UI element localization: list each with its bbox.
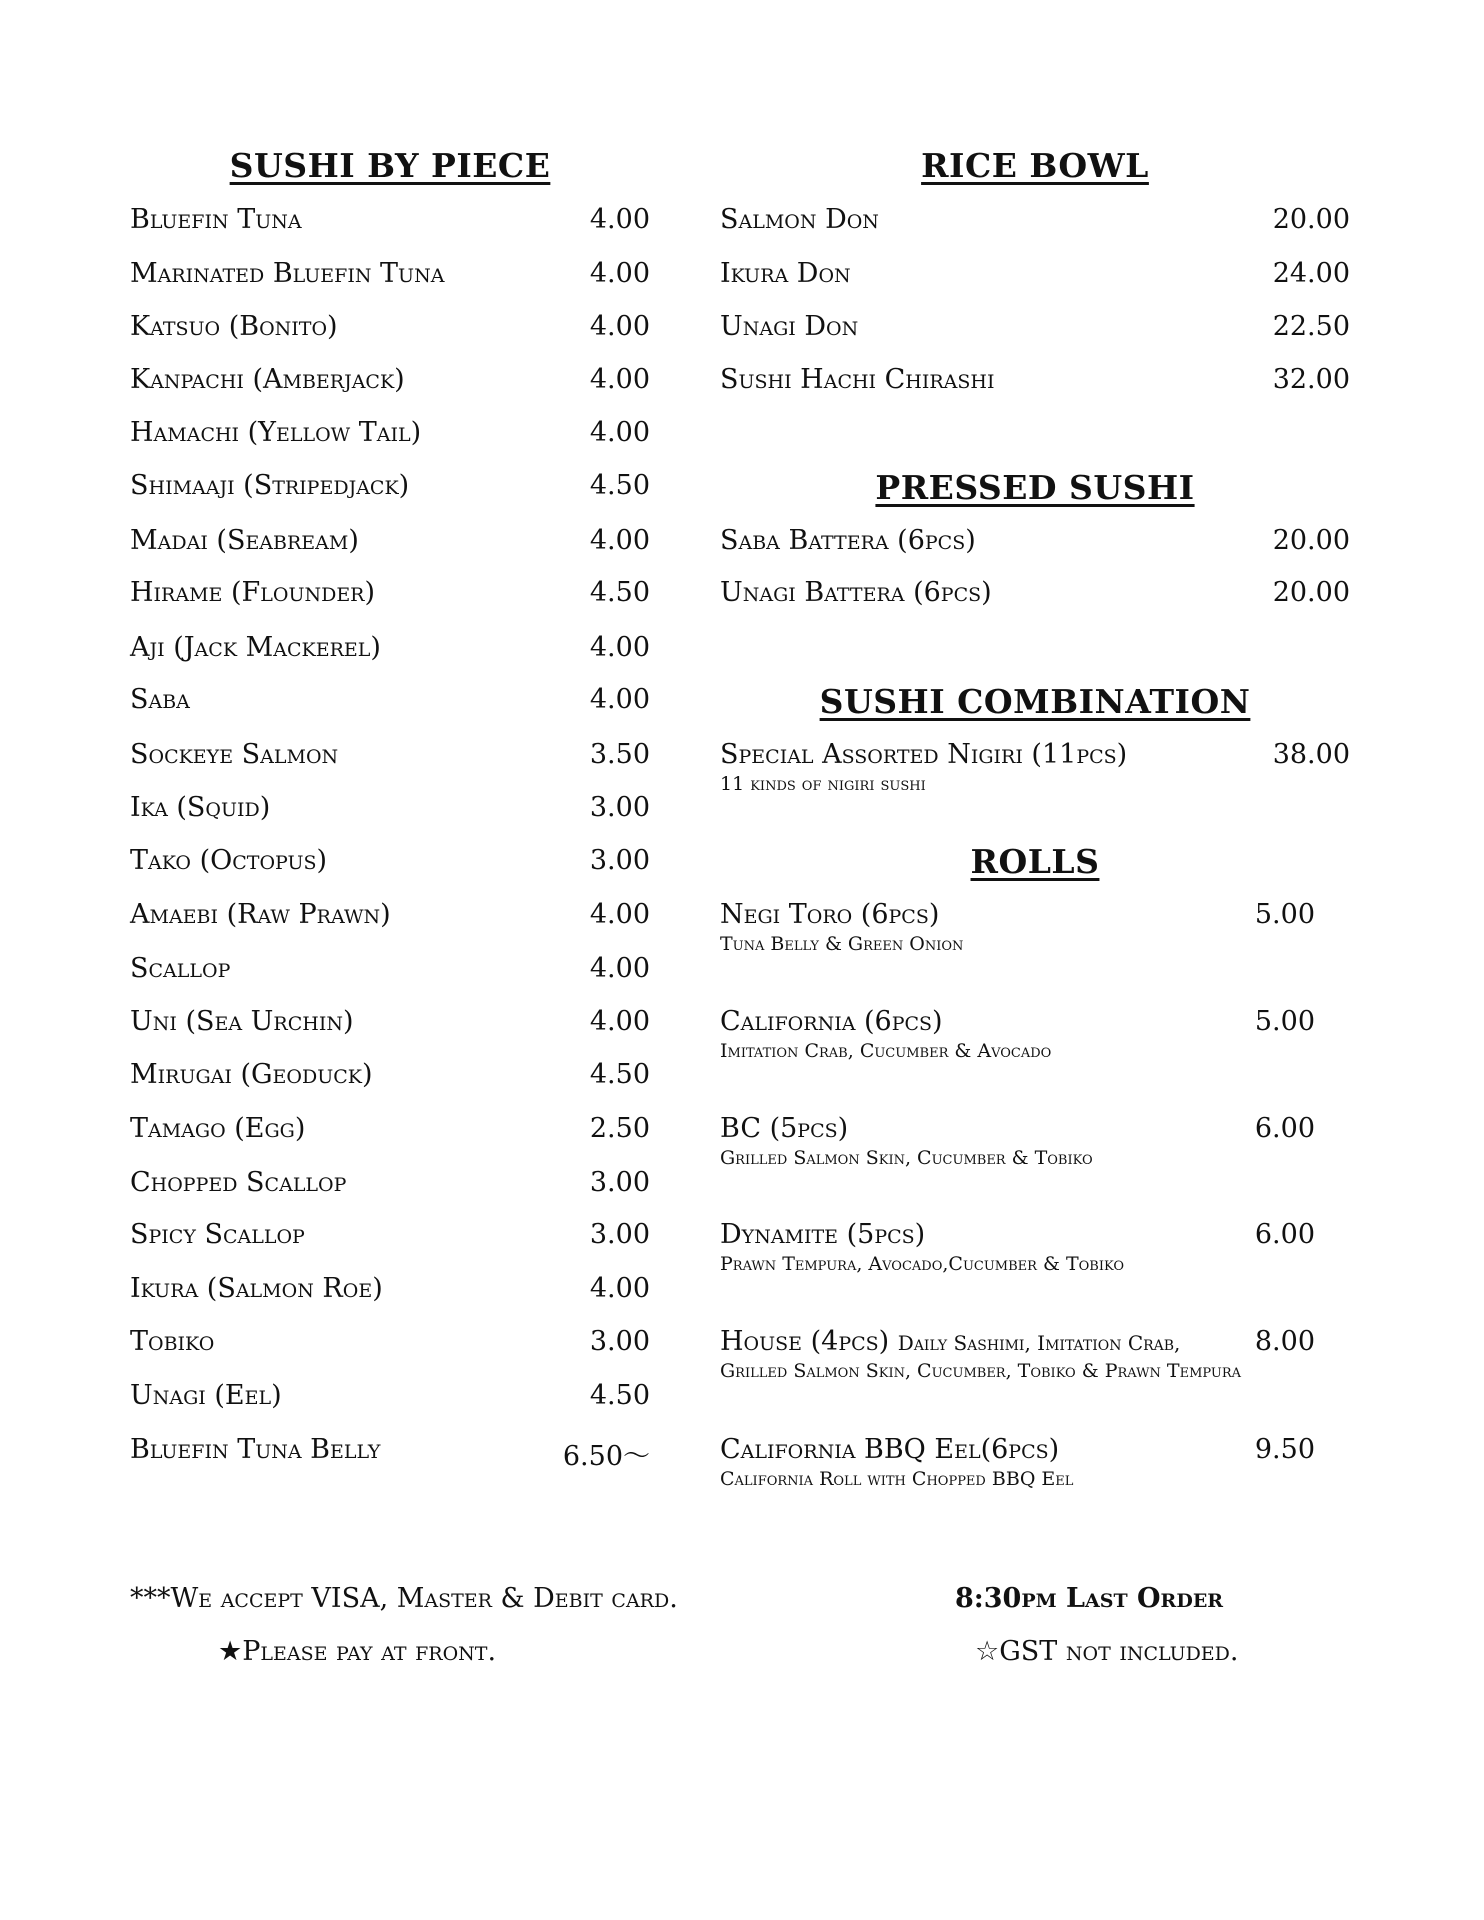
item-name: Spicy Scallop xyxy=(130,1219,305,1250)
item-inline-description: Daily Sashimi, Imitation Crab, xyxy=(897,1331,1181,1355)
menu-item xyxy=(720,311,1350,349)
menu-item xyxy=(130,739,650,777)
menu-item xyxy=(720,1434,1350,1490)
item-price: 4.00 xyxy=(589,899,650,930)
item-description: Prawn Tempura, Avocado,Cucumber & Tobiko xyxy=(720,1253,1124,1275)
item-price: 4.00 xyxy=(589,525,650,556)
item-description: Grilled Salmon Skin, Cucumber, Tobiko & Prawn Tempura xyxy=(720,1360,1242,1382)
item-name: Dynamite (5pcs) xyxy=(720,1219,926,1250)
rolls-heading: ROLLS xyxy=(970,842,1100,881)
menu-item xyxy=(130,1434,650,1472)
menu-item xyxy=(130,1219,650,1257)
menu-item xyxy=(130,792,650,830)
item-name: Unagi Battera (6pcs) xyxy=(720,577,992,608)
menu-item xyxy=(130,364,650,402)
item-price: 3.50 xyxy=(589,739,650,770)
item-name: Tako (Octopus) xyxy=(130,845,328,876)
menu-item xyxy=(720,364,1350,402)
menu-item xyxy=(130,684,650,722)
item-name: Unagi (Eel) xyxy=(130,1380,282,1411)
item-name: Kanpachi (Amberjack) xyxy=(130,364,405,395)
item-price: 4.50 xyxy=(589,577,650,608)
item-price: 20.00 xyxy=(1272,577,1350,608)
item-price: 6.00 xyxy=(1254,1113,1315,1144)
item-description: Grilled Salmon Skin, Cucumber & Tobiko xyxy=(720,1147,1093,1169)
item-price: 4.00 xyxy=(589,684,650,715)
menu-item xyxy=(720,258,1350,296)
item-price: 8.00 xyxy=(1254,1326,1315,1357)
item-name: Hamachi (Yellow Tail) xyxy=(130,417,422,448)
item-name: Aji (Jack Mackerel) xyxy=(130,632,381,663)
item-name: Ikura (Salmon Roe) xyxy=(130,1273,383,1304)
item-name: Tamago (Egg) xyxy=(130,1113,306,1144)
pressed-sushi-heading: PRESSED SUSHI xyxy=(875,468,1195,507)
menu-item xyxy=(720,1219,1350,1275)
menu-item xyxy=(130,258,650,296)
item-description: 11 kinds of nigiri sushi xyxy=(720,773,926,795)
item-name: Uni (Sea Urchin) xyxy=(130,1006,354,1037)
menu-item xyxy=(130,525,650,563)
item-price: 4.00 xyxy=(589,1273,650,1304)
item-price: 4.00 xyxy=(589,1006,650,1037)
menu-item xyxy=(720,1113,1350,1169)
item-name: Sockeye Salmon xyxy=(130,739,339,770)
item-price: 24.00 xyxy=(1272,258,1350,289)
item-price: 4.00 xyxy=(589,364,650,395)
gst-note: ☆GST not included. xyxy=(975,1636,1239,1667)
menu-item xyxy=(130,1326,650,1364)
item-price: 20.00 xyxy=(1272,204,1350,235)
item-price: 20.00 xyxy=(1272,525,1350,556)
menu-item xyxy=(130,577,650,615)
sushi-combination-heading: SUSHI COMBINATION xyxy=(819,682,1251,721)
rice-bowl-heading: RICE BOWL xyxy=(921,146,1149,185)
item-price: 6.00 xyxy=(1254,1219,1315,1250)
item-name: Bluefin Tuna xyxy=(130,204,302,235)
menu-item xyxy=(130,311,650,349)
item-price: 4.50 xyxy=(589,1059,650,1090)
menu-item xyxy=(130,899,650,937)
payment-note: ***We accept VISA, Master & Debit card. xyxy=(130,1583,678,1614)
item-name: Unagi Don xyxy=(720,311,859,342)
menu-item xyxy=(130,632,650,670)
menu-item xyxy=(720,739,1350,795)
item-price: 4.00 xyxy=(589,953,650,984)
item-name: Chopped Scallop xyxy=(130,1167,347,1198)
menu-item xyxy=(720,1006,1350,1062)
menu-item xyxy=(720,1326,1350,1382)
menu-item xyxy=(130,845,650,883)
item-name: Mirugai (Geoduck) xyxy=(130,1059,373,1090)
item-price: 3.00 xyxy=(589,1326,650,1357)
item-description: California Roll with Chopped BBQ Eel xyxy=(720,1468,1074,1490)
item-price: 38.00 xyxy=(1272,739,1350,770)
item-name: Scallop xyxy=(130,953,231,984)
menu-item xyxy=(130,1167,650,1205)
item-name: Saba Battera (6pcs) xyxy=(720,525,976,556)
menu-item xyxy=(130,204,650,242)
item-description: Imitation Crab, Cucumber & Avocado xyxy=(720,1040,1052,1062)
item-price: 22.50 xyxy=(1272,311,1350,342)
item-name: Ika (Squid) xyxy=(130,792,271,823)
item-price: 2.50 xyxy=(589,1113,650,1144)
item-name-text: House (4pcs) xyxy=(720,1326,890,1357)
item-price: 3.00 xyxy=(589,845,650,876)
item-price: 4.50 xyxy=(589,1380,650,1411)
item-name: Negi Toro (6pcs) xyxy=(720,899,940,930)
menu-item xyxy=(720,525,1350,563)
item-price: 3.00 xyxy=(589,1219,650,1250)
item-price: 4.50 xyxy=(589,470,650,501)
item-price: 4.00 xyxy=(589,258,650,289)
item-price: 4.00 xyxy=(589,417,650,448)
item-price: 6.50～ xyxy=(562,1441,650,1472)
item-name: Sushi Hachi Chirashi xyxy=(720,364,995,395)
item-price: 9.50 xyxy=(1254,1434,1315,1465)
menu-item xyxy=(130,1059,650,1097)
last-order-note: 8:30pm Last Order xyxy=(955,1583,1224,1614)
item-name: Shimaaji (Stripedjack) xyxy=(130,470,410,501)
item-name: Ikura Don xyxy=(720,258,851,289)
pay-at-front-note: ★Please pay at front. xyxy=(218,1636,497,1667)
item-price: 5.00 xyxy=(1254,899,1315,930)
menu-item xyxy=(720,899,1350,955)
item-name: Madai (Seabream) xyxy=(130,525,359,556)
item-name: Salmon Don xyxy=(720,204,879,235)
item-name: Katsuo (Bonito) xyxy=(130,311,338,342)
menu-item xyxy=(720,204,1350,242)
menu-item xyxy=(130,417,650,455)
item-price: 3.00 xyxy=(589,1167,650,1198)
menu-item xyxy=(130,1273,650,1311)
item-price: 4.00 xyxy=(589,311,650,342)
item-price: 3.00 xyxy=(589,792,650,823)
sushi-by-piece-heading: SUSHI BY PIECE xyxy=(229,146,551,185)
item-name: Special Assorted Nigiri (11pcs) xyxy=(720,739,1128,770)
item-price: 5.00 xyxy=(1254,1006,1315,1037)
item-price: 4.00 xyxy=(589,632,650,663)
menu-item xyxy=(130,1380,650,1418)
item-price: 32.00 xyxy=(1272,364,1350,395)
menu-item xyxy=(130,1113,650,1151)
item-description: Tuna Belly & Green Onion xyxy=(720,933,964,955)
menu-item xyxy=(720,577,1350,615)
item-name: Tobiko xyxy=(130,1326,215,1357)
item-name: California (6pcs) xyxy=(720,1006,943,1037)
item-name: Bluefin Tuna Belly xyxy=(130,1434,381,1465)
item-name: Marinated Bluefin Tuna xyxy=(130,258,445,289)
item-name: BC (5pcs) xyxy=(720,1113,849,1144)
menu-item xyxy=(130,953,650,991)
item-name: Amaebi (Raw Prawn) xyxy=(130,899,391,930)
item-name: California BBQ Eel(6pcs) xyxy=(720,1434,1060,1465)
item-name: Hirame (Flounder) xyxy=(130,577,376,608)
item-price: 4.00 xyxy=(589,204,650,235)
menu-item xyxy=(130,1006,650,1044)
menu-item xyxy=(130,470,650,508)
item-name xyxy=(720,1326,1180,1357)
item-name: Saba xyxy=(130,684,190,715)
